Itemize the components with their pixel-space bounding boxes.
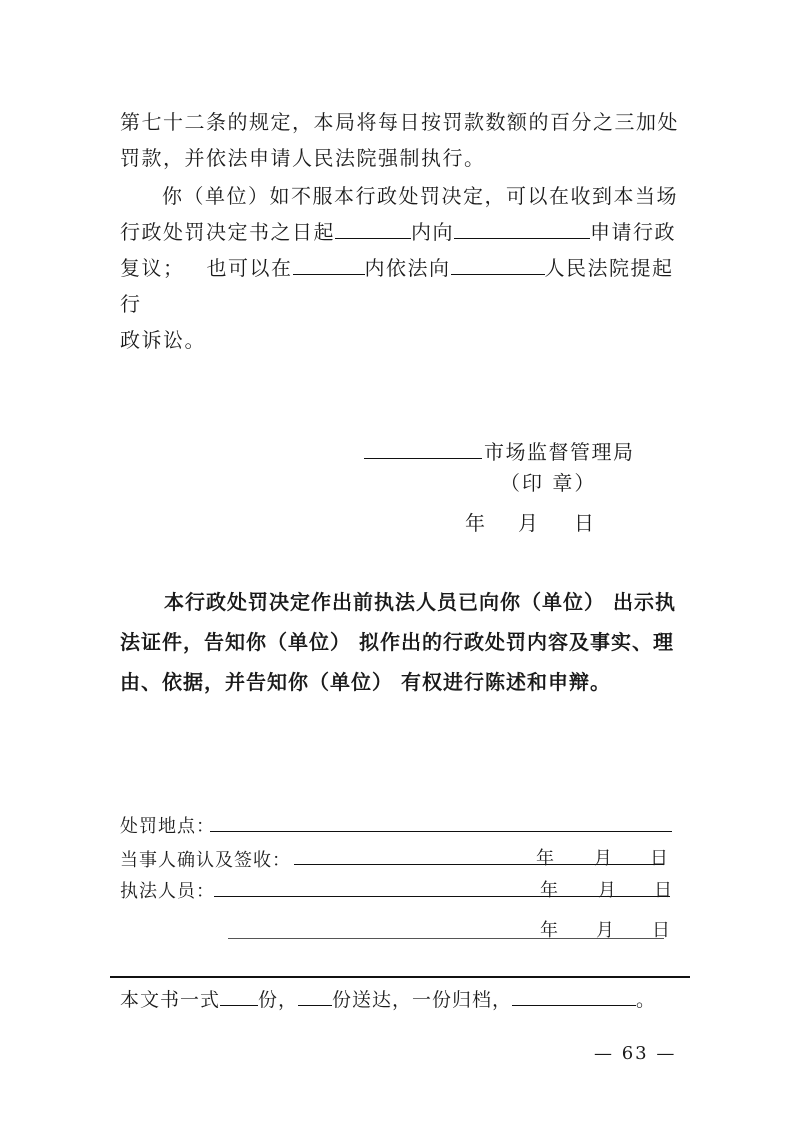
paragraph-appeal-rights <box>120 178 680 358</box>
text-line: 罚款，并依法申请人民法院强制执行。 <box>120 146 486 170</box>
text-segment: 行政处罚决定书之日起 <box>120 220 335 244</box>
party-date-year: 年 <box>536 848 554 869</box>
text-segment: 人民法院提起行 <box>120 256 674 316</box>
text-line <box>120 214 680 250</box>
text-line: 政诉讼。 <box>120 328 206 352</box>
blank-delivered-copies-field[interactable] <box>298 985 332 1006</box>
party-confirmation-label: 当事人确认及签收： <box>120 850 291 871</box>
officer-date-year: 年 <box>540 880 558 901</box>
date-day-label: 日 <box>574 511 594 535</box>
blank-period-field[interactable] <box>293 252 365 275</box>
footer-divider <box>110 976 690 978</box>
agency-name: 市场监督管理局 <box>484 440 635 464</box>
second-officer-date-day: 日 <box>652 920 670 941</box>
place-label: 处罚地点： <box>120 816 215 837</box>
paragraph-penalty-rule <box>120 104 680 176</box>
text-segment: 。 <box>636 989 657 1011</box>
text-line: 你（单位）如不服本行政处罚决定，可以在收到本当场 <box>162 184 678 208</box>
text-line: 法证件，告知你（单位） 拟作出的行政处罚内容及事实、理 <box>120 630 674 654</box>
paragraph-disclosure-notice <box>120 582 700 702</box>
officer-date-month: 月 <box>598 880 616 901</box>
officer-label: 执法人员： <box>120 881 215 902</box>
officer-date-day: 日 <box>654 880 672 901</box>
text-segment: 内依法向 <box>364 256 451 280</box>
blank-agency-name-field[interactable] <box>364 458 482 459</box>
blank-review-authority-field[interactable] <box>454 216 590 239</box>
text-segment: 内向 <box>411 220 454 244</box>
place-field[interactable] <box>210 831 672 832</box>
blank-court-field[interactable] <box>451 252 545 275</box>
text-line: 第七十二条的规定，本局将每日按罚款数额的百分之三加处 <box>120 110 679 134</box>
blank-total-copies-field[interactable] <box>220 985 258 1006</box>
date-month-label: 月 <box>518 511 538 535</box>
second-officer-date-month: 月 <box>596 920 614 941</box>
text-segment: 份， <box>258 989 299 1011</box>
party-date-month: 月 <box>594 848 612 869</box>
text-line: 本行政处罚决定作出前执法人员已向你（单位） 出示执 <box>164 590 676 614</box>
text-line: 由、依据，并告知你（单位） 有权进行陈述和申辩。 <box>120 670 611 694</box>
blank-archive-field[interactable] <box>512 985 636 1006</box>
text-line <box>120 250 680 322</box>
text-segment: 申请行政 <box>590 220 676 244</box>
seal-label: （印 章） <box>500 471 597 495</box>
blank-days-field[interactable] <box>335 216 411 239</box>
text-segment: 也可以在 <box>206 256 293 280</box>
text-segment: 复议； <box>120 256 185 280</box>
text-segment: 份送达，一份归档， <box>332 989 513 1011</box>
text-segment: 本文书一式 <box>120 989 221 1011</box>
page-number: — 63 — <box>594 1043 677 1064</box>
copies-statement <box>120 985 656 1012</box>
party-date-day: 日 <box>650 848 668 869</box>
date-year-label: 年 <box>465 511 485 535</box>
second-officer-date-year: 年 <box>540 920 558 941</box>
